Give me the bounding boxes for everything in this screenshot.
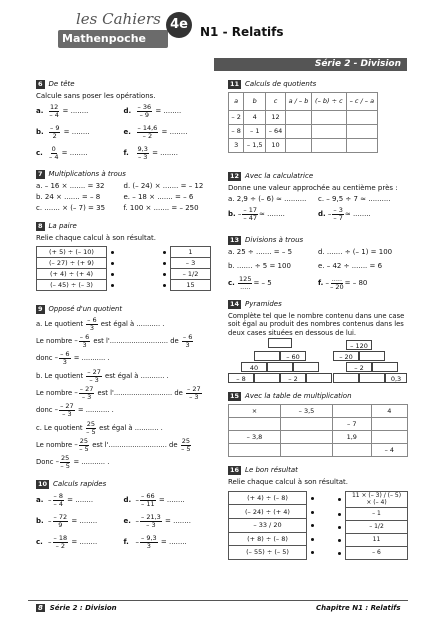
ex12-d: d. – $\frac{- 3}{- 7}$ ≈ ........	[318, 205, 371, 222]
exercise-8	[36, 222, 211, 291]
ex6-item: a. $\frac{12}{- 4}$ = ........	[36, 102, 89, 119]
ex-title: Avec la table de multiplication	[245, 392, 352, 401]
footer-rule	[28, 600, 408, 601]
table-row: × – 3,5 4	[229, 405, 408, 418]
list-item[interactable]: – 3	[160, 257, 211, 268]
list-item[interactable]: – 1/2	[160, 268, 211, 279]
pyramid2-cell: 0,3	[385, 373, 407, 383]
exercise-13	[228, 236, 408, 291]
exercise-12	[228, 172, 408, 222]
ex16-left-list	[228, 491, 318, 560]
ex-title: Pyramides	[245, 300, 282, 309]
list-item[interactable]: (– 55) ÷ (– 5)	[229, 546, 318, 560]
ex7-item: b. 24 × ....... = – 8	[36, 192, 101, 201]
ex7-items	[36, 182, 211, 212]
multiplication-table	[228, 404, 408, 457]
ex13-a: a. 25 ÷ ....... = – 5	[228, 248, 293, 256]
table-row: 3 – 1,5 10	[229, 139, 378, 153]
ex10-item: b. – $\frac{- 72}{9}$ = ........	[36, 513, 98, 529]
ex-title: Calculs rapides	[53, 480, 107, 489]
ex-title: Calculs de quotients	[245, 80, 317, 89]
ex6-item: d. $\frac{- 36}{- 9}$ = ........	[123, 102, 182, 119]
ex-number: 6	[38, 80, 43, 88]
table-row: – 2 4 12	[229, 111, 378, 125]
page-title: N1 - Relatifs	[200, 25, 284, 39]
ex-title: De tête	[48, 80, 75, 89]
ex-intro: Calcule sans poser les opérations.	[36, 92, 156, 100]
ex-number: 10	[38, 480, 48, 488]
ex10-item: e. – $\frac{- 21,3}{- 3}$ = ........	[123, 513, 191, 529]
ex6-items	[36, 104, 211, 161]
ex16-right-list	[335, 491, 408, 560]
logo	[48, 10, 193, 50]
list-item[interactable]: – 6	[335, 546, 408, 559]
table-row: – 3,8 1,9	[229, 431, 408, 444]
pyramid2-cell	[333, 373, 359, 383]
pyramid1-cell: – 2	[280, 373, 306, 383]
ex-number: 16	[230, 466, 240, 474]
footer-chapter: Chapitre N1 : Relatifs	[316, 604, 401, 612]
ex7-item: f. 100 × ....... = – 250	[123, 203, 199, 212]
logo-name: Mathenpoche	[58, 30, 168, 48]
exercise-11	[228, 80, 408, 153]
list-item[interactable]: (– 45) ÷ (– 3)	[37, 279, 118, 290]
ex-intro: Relie chaque calcul à son résultat.	[36, 234, 156, 242]
pyramid1-cell	[267, 362, 293, 372]
logo-les: les Cahiers	[76, 10, 161, 28]
ex8-left-list	[36, 246, 118, 291]
ex6-item: b. $\frac{- 9}{2}$ = ........	[36, 123, 90, 140]
list-item[interactable]: 15	[160, 279, 211, 290]
exercise-6	[36, 80, 211, 161]
list-item[interactable]: 11	[335, 533, 408, 546]
ex8-right-list	[160, 246, 211, 291]
ex13-e: e. – 42 ÷ ....... = 6	[318, 261, 383, 270]
table-row: – 7	[229, 418, 408, 431]
ex-number: 7	[38, 170, 43, 178]
ex-number: 15	[230, 392, 240, 400]
ex-number: 11	[230, 80, 240, 88]
list-item[interactable]: – 1/2	[335, 520, 408, 533]
ex13-d: d. ....... ÷ (– 1) = 100	[318, 248, 393, 256]
exercise-16	[228, 466, 408, 560]
exercise-9	[36, 305, 211, 470]
quotients-table: a b c a / – b (– b) ÷ c – c / – a – 2 4 12 – 8 – 1 – 64 3 – 1,5 10	[228, 92, 378, 153]
ex6-item: c. $\frac{0}{- 4}$ = ........	[36, 144, 88, 161]
list-item[interactable]: (+ 5) ÷ (– 10)	[37, 246, 118, 257]
ex-number: 14	[230, 300, 240, 308]
list-item[interactable]: 1	[160, 246, 211, 257]
pyramid2-cell	[359, 351, 385, 361]
ex13-b: b. ....... ÷ 5 = 100	[228, 261, 291, 270]
pyramid1-cell	[293, 362, 319, 372]
ex-title: La paire	[48, 222, 77, 231]
ex10-item: d. – $\frac{- 66}{- 11}$ = ........	[123, 492, 185, 508]
list-item[interactable]: 11 × (– 3) / (– 5) × (– 4)	[335, 491, 408, 507]
pyramid2-cell	[372, 362, 398, 372]
footer-left: 8 Série 2 : Division	[38, 604, 117, 612]
logo-level: 4e	[166, 12, 192, 38]
pyramid1-cell: – 60	[280, 351, 306, 361]
pyramid1-cell: 40	[241, 362, 267, 372]
ex-intro: Donne une valeur approchée au centième près :	[228, 184, 398, 192]
ex7-item: d. (– 24) × ....... = – 12	[123, 182, 204, 190]
exercise-7	[36, 170, 211, 212]
exercise-14	[228, 300, 408, 337]
ex-number: 13	[230, 236, 240, 244]
series-band: Série 2 - Division	[214, 58, 407, 71]
ex-title: Multiplications à trous	[48, 170, 126, 179]
ex7-item: c. ....... × (– 7) = 35	[36, 203, 106, 212]
ex7-item: e. – 18 × ....... = – 6	[123, 192, 194, 201]
pyramid2-cell: – 2	[346, 362, 372, 372]
list-item[interactable]: (+ 8) ÷ (– 8)	[229, 532, 318, 546]
ex12-c: c. – 9,5 ÷ 7 ≈ ..........	[318, 194, 391, 203]
ex7-item: a. – 16 × ....... = 32	[36, 182, 105, 190]
ex12-a: a. 2,9 ÷ (– 6) ≈ ..........	[228, 194, 307, 203]
ex10-item: f. – $\frac{- 9,3}{3}$ = ........	[123, 534, 187, 550]
ex-intro: Complète tel que le nombre contenu dans une case soit égal au produit des nombres contenus dans les deux cases situées en dessous de lui.	[228, 312, 405, 337]
list-item[interactable]: – 33 / 20	[229, 518, 318, 532]
pyramid1-cell: – 8	[228, 373, 254, 383]
ex13-f: f. – $\frac{.....}{- 20}$ = – 80	[318, 274, 368, 291]
pyramid2-cell: – 20	[333, 351, 359, 361]
ex-title: Avec la calculatrice	[245, 172, 314, 181]
ex-number: 9	[38, 305, 43, 313]
table-row: – 4	[229, 444, 408, 457]
list-item[interactable]: (+ 4) ÷ (– 8)	[229, 491, 318, 505]
ex-intro: Relie chaque calcul à son résultat.	[228, 478, 348, 486]
ex-number: 8	[38, 222, 43, 230]
ex-number: 12	[230, 172, 240, 180]
ex6-item: e. $\frac{- 14,6}{- 2}$ = ........	[123, 123, 188, 140]
list-item[interactable]: – 1	[335, 507, 408, 520]
ex9-body: a. Le quotient $\frac{- 6}{3}$ est égal à ........... . Le nombre – $\frac{- 6}{3}$ est l'........................... de $\frac{- 6}{3}$ donc – $\frac{- 6}{3}$ = ........... . b. Le quotient $\frac{- 27}{- 3}$ est égal à ........... . Le nombre – $\frac{- 27}{- 3}$ est l'........................... de $\frac{- 27}{- 3}$ donc – $\frac{- 27}{- 3}$ = ........... . c. Le quotient $\frac{25}{- 5}$ est égal à ........... . Le nombre – $\frac{25}{- 5}$ est l'........................... de $\frac{25}{- 5}$ Donc – $\frac{25}{- 5}$ = ........... .	[36, 316, 201, 470]
ex12-b: b. – $\frac{- 17}{- 47}$ ≈ ........	[228, 205, 285, 222]
ex-title: Le bon résultat	[245, 466, 298, 475]
pyramid1-top	[268, 338, 292, 348]
pyramid1-cell	[254, 373, 280, 383]
ex10-items	[36, 493, 211, 550]
ex6-item: f. $\frac{9,3}{- 3}$ = ........	[123, 144, 178, 161]
ex-title: Opposé d'un quotient	[48, 305, 122, 314]
list-item[interactable]: (+ 4) ÷ (+ 4)	[37, 268, 118, 279]
ex13-c: c. $\frac{125}{.....}$ = – 5	[228, 274, 272, 291]
exercise-15	[228, 392, 408, 457]
pyramid2-cell: – 120	[346, 340, 372, 350]
ex10-item: c. – $\frac{- 18}{- 2}$ = ........	[36, 534, 98, 550]
table-row: – 8 – 1 – 64	[229, 125, 378, 139]
exercise-10	[36, 480, 211, 550]
pyramid1-cell	[306, 373, 332, 383]
list-item[interactable]: (– 27) ÷ (+ 9)	[37, 257, 118, 268]
pyramid2-cell	[359, 373, 385, 383]
list-item[interactable]: (– 24) ÷ (+ 4)	[229, 505, 318, 519]
ex-title: Divisions à trous	[245, 236, 304, 245]
pyramid1-cell	[254, 351, 280, 361]
ex10-item: a. – $\frac{- 8}{- 4}$ = ........	[36, 492, 94, 508]
